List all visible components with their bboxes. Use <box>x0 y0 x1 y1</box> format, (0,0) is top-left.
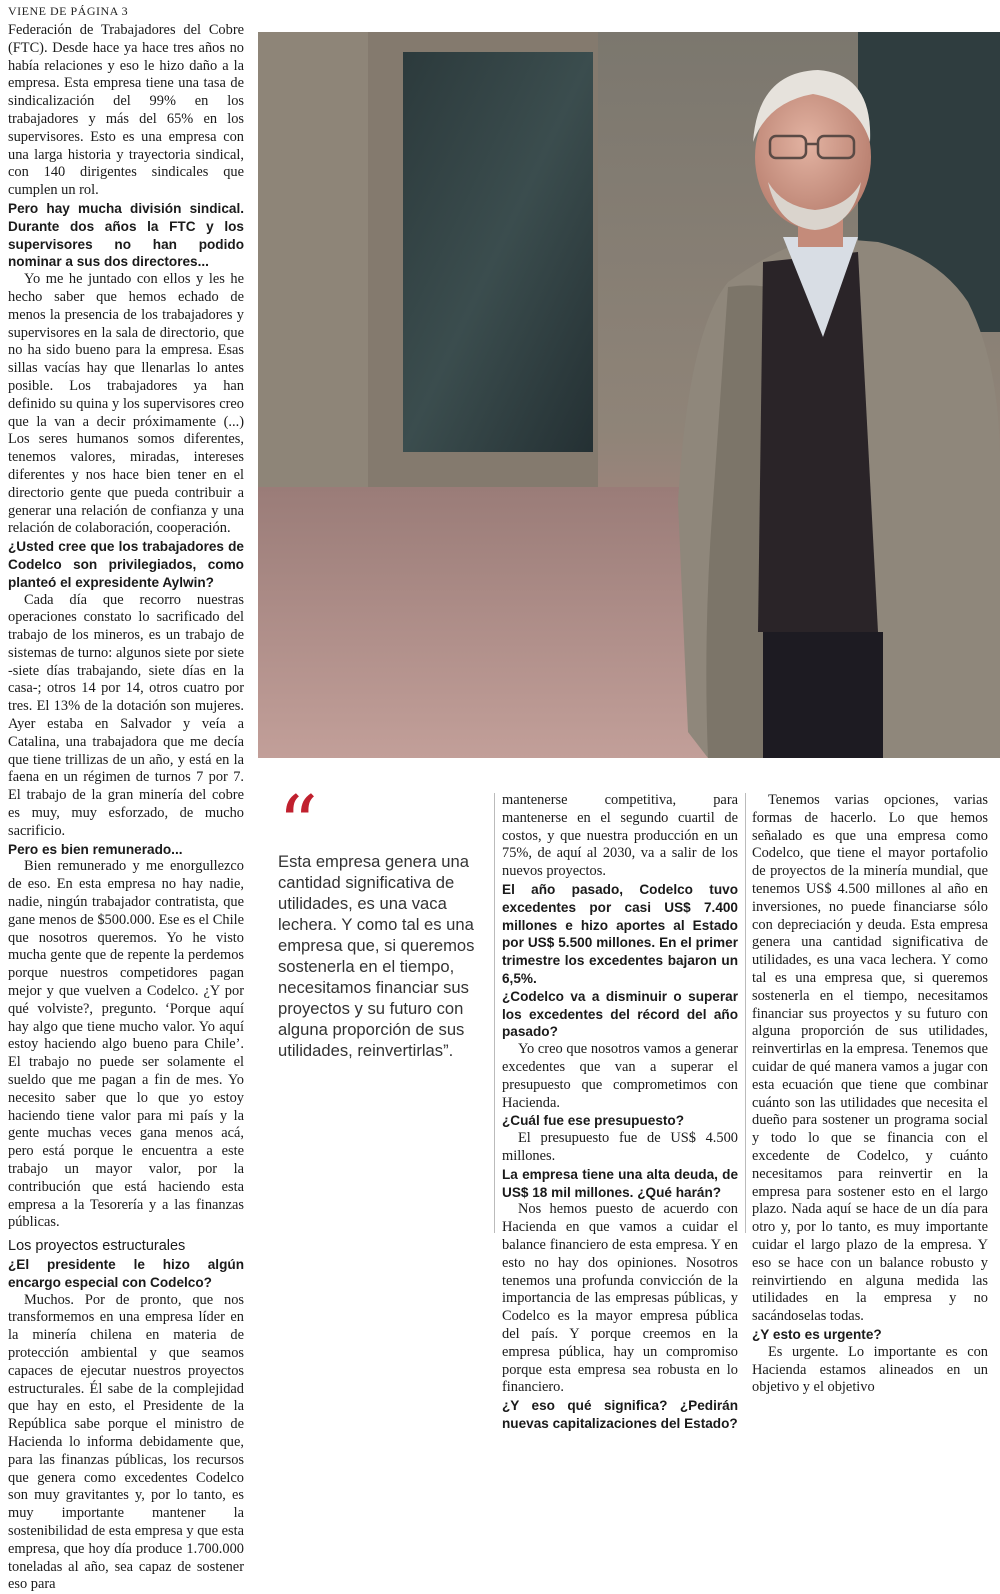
interview-question: ¿Codelco va a disminuir o superar los excedentes del récord del año pasado? <box>502 988 738 1040</box>
interview-question: ¿Y eso qué significa? ¿Pedirán nuevas capitalizaciones del Estado? <box>502 1398 738 1431</box>
interview-question: ¿Cuál fue ese presupuesto? <box>502 1113 685 1129</box>
body-paragraph: Cada día que recorro nuestras operaciones constato lo sacrificado del trabajo de los mineros, es un trabajo de sistemas de turno: algunos siete por siete -siete días trabajando, siete días en la casa-; otros 14 por 14, otros cuatro por tres. El 13% de la dotación son mujeres. Ayer estaba en Salvador y veía a Catalina, una trabajadora que me decía que tiene trillizas de un año, y está en la faena en un régimen de turnos 7 por 7. El trabajo de la gran minería del cobre es muy, muy esforzado, de mucho sacrificio. <box>8 591 244 839</box>
body-paragraph: Federación de Trabajadores del Cobre (FTC). Desde hace ya hace tres años no había relaciones y eso le hizo daño a la empresa. Esta empresa tiene una tasa de sindicalización del 99% en los trabajadores y más del 65% en los supervisores. Esto es una empresa con una larga historia y trayectoria sindical, con 140 dirigentes sindicales que cumplen un rol. <box>8 22 244 199</box>
interview-question: La empresa tiene una alta deuda, de US$ 18 mil millones. ¿Qué harán? <box>502 1166 738 1200</box>
body-paragraph: mantenerse competitiva, para mantenerse en el segundo cuartil de costos, y que nuestra producción en un 75%, de aquí al 2030, va a salir de los nuevos proyectos. <box>502 792 738 880</box>
body-paragraph: Muchos. Por de pronto, que nos transformemos en una empresa líder en la minería chilena en materia de protección ambiental y que seamos capaces de ejecutar nuestros proyectos estructurales. Él sabe de la complejidad que hay en esto, el Presidente de la República sabe porque el ministro de Hacienda lo informa debidamente que, para las finanzas públicas, los recursos que genera como excedentes Codelco son muy gravitantes y, por lo tanto, es muy importante mantener la sostenibilidad de esta empresa y que esta empresa, que hoy día produce 1.700.000 toneladas al año, sea capaz de sostener eso para <box>8 1291 244 1593</box>
interview-question: ¿Usted cree que los trabajadores de Codelco son privilegiados, como planteó el expresidente Aylwin? <box>8 539 244 590</box>
column-divider <box>745 793 746 1233</box>
body-paragraph: Es urgente. Lo importante es con Hacienda estamos alineados en un objetivo y el objetivo <box>752 1343 988 1396</box>
column-divider <box>494 793 495 1233</box>
interview-question: ¿El presidente le hizo algún encargo especial con Codelco? <box>8 1256 244 1290</box>
section-heading: Los proyectos estructurales <box>8 1238 186 1255</box>
article-column-4 <box>752 792 988 1397</box>
interview-question: ¿Y esto es urgente? <box>752 1326 882 1342</box>
quote-mark-icon: “ <box>278 780 312 870</box>
interview-question: Pero es bien remunerado... <box>8 841 183 857</box>
body-paragraph: El presupuesto fue de US$ 4.500 millones. <box>502 1130 738 1164</box>
article-column-1 <box>8 22 244 1594</box>
portrait-photo <box>258 32 1000 758</box>
body-paragraph: Yo creo que nosotros vamos a generar excedentes que van a superar el presupuesto que comprometimos con Hacienda. <box>502 1041 738 1111</box>
continued-from-page-label: VIENE DE PÁGINA 3 <box>8 4 129 18</box>
body-paragraph: Yo me he juntado con ellos y les he hecho saber que hemos echado de menos la presencia de los trabajadores y supervisores en la sala de directorio, que no ha sido bueno para la empresa. Esas sillas vacías hay que llenarlas lo antes posible. Los trabajadores ya han definido su quina y los supervisores creo que la van a decir próximamente (...) Los seres humanos somos diferentes, tenemos valores, miradas, intereses diferentes y nos hace bien tener en el directorio gente que pueda contribuir a generar una relación de confianza y una relación de colaboración, cooperación. <box>8 271 244 537</box>
pull-quote <box>278 780 486 1061</box>
article-column-3 <box>502 792 738 1433</box>
pull-quote-text: Esta empresa genera una cantidad significativa de utilidades, es una vaca lechera. Y como tal es una empresa que, si queremos sostenerla en el tiempo, necesitamos financiar sus proyectos y su futuro con alguna proporción de sus utilidades, reinvertirlas”. <box>278 852 475 1060</box>
body-paragraph: Bien remunerado y me enorgullezco de eso. En esta empresa no hay nadie, nadie, ningún trabajador contratista, que gane menos de $500.000. Ese es el Chile que nosotros queremos. Yo he visto mucha gente que de repente la perdemos porque nuestros competidores pagan mejor y que vuelven a Codelco. ¿Y por qué volviste?, pregunto. ‘Porque aquí hay algo que tiene mucho valor. Yo aquí estoy haciendo algo bueno para Chile’. El trabajo no puede ser solamente el sueldo que me pagan a fin de mes. Yo necesito saber que lo que yo estoy haciendo tiene valor para mi país y la gente muchas veces gana menos acá, pero está porque le encuentra a este trabajo un mayor valor, por la contribución que está haciendo esta empresa a la Tesorería y a las finanzas públicas. <box>8 858 244 1231</box>
interview-question: Pero hay mucha división sindical. Durante dos años la FTC y los supervisores no han podido nominar a sus dos directores... <box>8 200 244 270</box>
interview-question: El año pasado, Codelco tuvo excedentes por casi US$ 7.400 millones e hizo aportes al Estado por US$ 5.500 millones. En el primer trimestre los excedentes bajaron un 6,5%. <box>502 881 738 986</box>
body-paragraph: Tenemos varias opciones, varias formas de hacerlo. Lo que hemos señalado es que una empresa como Codelco, que tiene el mayor portafolio de proyectos de la minería mundial, que tenemos US$ 4.500 millones al año en inversiones, no puede financiarse sólo con depreciación y deuda. Esta empresa genera una cantidad significativa de utilidades, es una vaca lechera. Y como tal es una empresa que, si queremos sostenerla en el tiempo, necesitamos financiar sus proyectos y su futuro con alguna proporción de sus utilidades, reinvertirlas en la empresa. Tenemos que cuidar de qué manera vamos a jugar con esta ecuación que tiene que combinar cuánto son las utilidades que necesita el dueño para sostener un programa social y todo lo que se financia con el excedente de Codelco, y cuánto necesitamos para reinvertir en la empresa para sostener esto en el largo plazo. Nada aquí se hace de un día para otro y, por lo tanto, es muy importante cuidar el largo plazo de la empresa. Y eso se hace con un balance robusto y reinvirtiendo en alguna medida las utilidades en la empresa y no sacándoselas todas. <box>752 792 988 1325</box>
body-paragraph: Nos hemos puesto de acuerdo con Hacienda en que vamos a cuidar el balance financiero de esta empresa. Y en esto no hay dos opiniones. Nosotros tenemos una profunda convicción de la importancia de las empresas públicas, y Codelco es la mayor empresa pública del país. Y porque creemos en la empresa pública, hay un compromiso porque esta empresa sea robusta en lo financiero. <box>502 1201 738 1396</box>
